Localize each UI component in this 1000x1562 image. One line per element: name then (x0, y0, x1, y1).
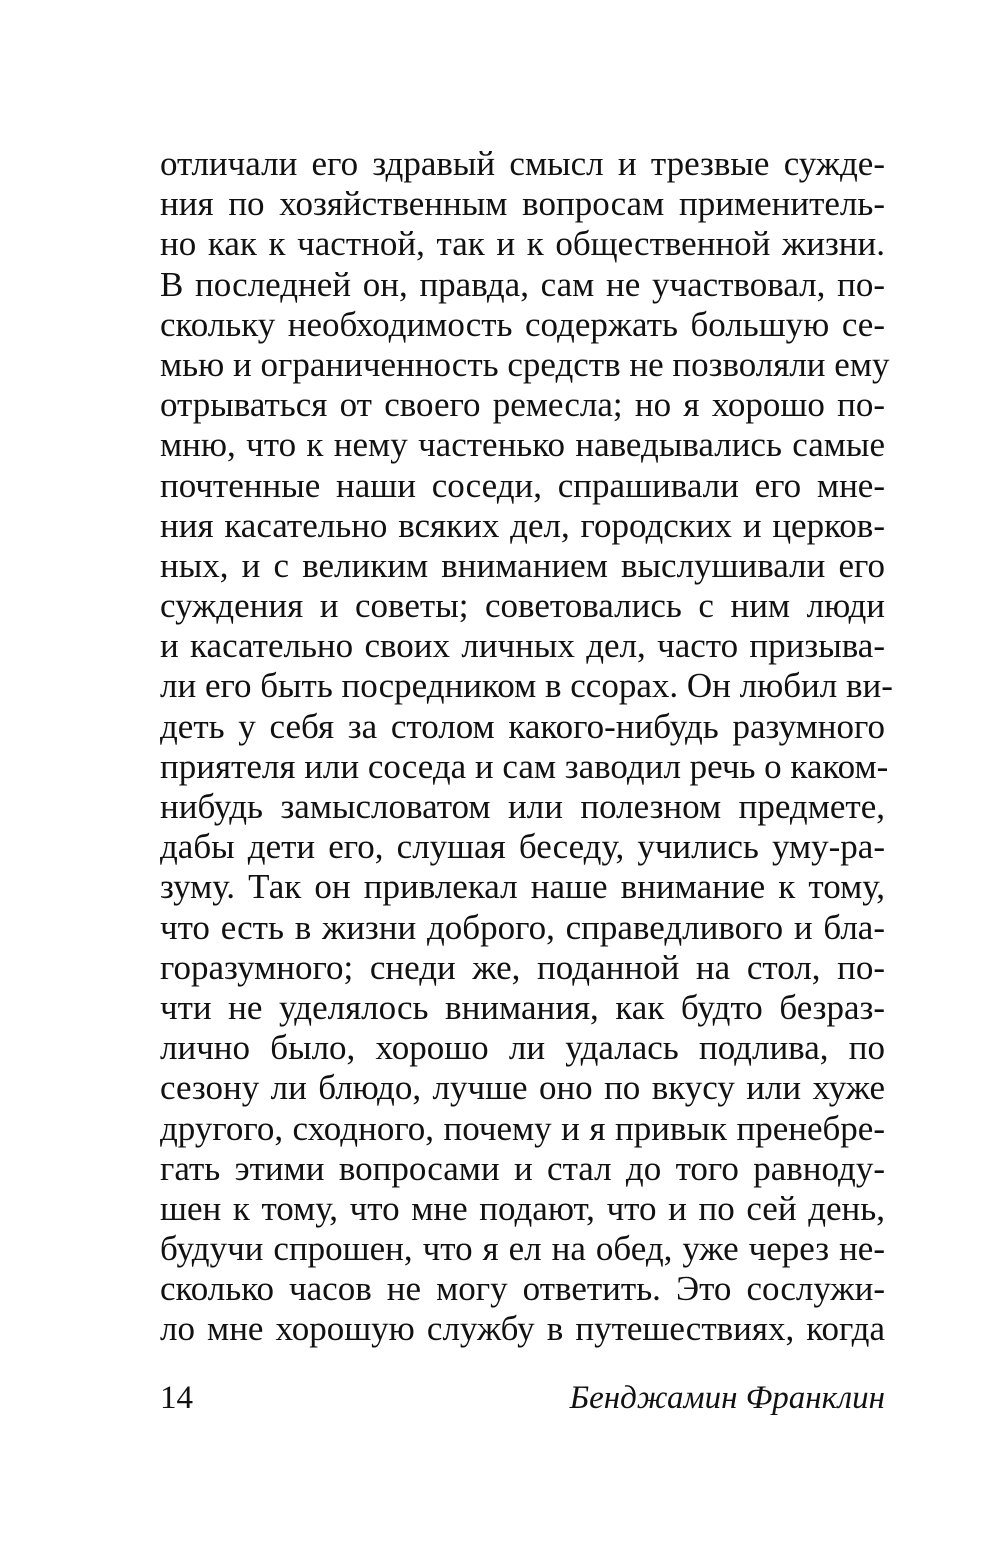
text-line: чти не уделялось внимания, как будто безраз- (160, 987, 885, 1027)
text-line: ния касательно всяких дел, городских и церков- (160, 505, 885, 545)
text-line: сколько часов не могу ответить. Это сослужи- (160, 1269, 885, 1309)
text-line: гать этими вопросами и стал до того равноду- (160, 1148, 885, 1188)
text-line: но как к частной, так и к общественной жизни. (160, 224, 885, 264)
text-line: зуму. Так он привлекал наше внимание к тому, (160, 867, 885, 907)
body-text (160, 144, 893, 1350)
text-line: отрываться от своего ремесла; но я хорошо по- (160, 385, 885, 425)
text-line: деть у себя за столом какого-нибудь разумного (160, 706, 885, 746)
text-line: ния по хозяйственным вопросам применитель- (160, 184, 885, 224)
text-line: скольку необходимость содержать большую се- (160, 304, 885, 344)
text-line: что есть в жизни доброго, справедливого и бла- (160, 907, 885, 947)
page-number: 14 (160, 1380, 193, 1416)
text-line: другого, сходного, почему и я привык пренебре- (160, 1108, 885, 1148)
text-line: дабы дети его, слушая беседу, учились уму-ра- (160, 827, 885, 867)
running-author: Бенджамин Франклин (569, 1380, 885, 1416)
text-line: и касательно своих личных дел, часто призыва- (160, 626, 885, 666)
text-line: ных, и с великим вниманием выслушивали его (160, 545, 885, 585)
text-line: лично было, хорошо ли удалась подлива, по (160, 1028, 885, 1068)
text-line: приятеля или соседа и сам заводил речь о каком- (160, 746, 889, 786)
text-line: мью и ограниченность средств не позволяли ему (160, 344, 890, 384)
text-line: В последней он, правда, сам не участвовал, по- (160, 264, 885, 304)
text-line: суждения и советы; советовались с ним люди (160, 586, 885, 626)
text-line: мню, что к нему частенько наведывались самые (160, 425, 885, 465)
text-line: сезону ли блюдо, лучше оно по вкусу или хуже (160, 1068, 885, 1108)
page-footer (160, 1378, 885, 1418)
text-line: шен к тому, что мне подают, что и по сей день, (160, 1188, 885, 1228)
text-line: ли его быть посредником в ссорах. Он любил ви- (160, 666, 893, 706)
text-line: будучи спрошен, что я ел на обед, уже через не- (160, 1229, 885, 1269)
text-line: ло мне хорошую службу в путешествиях, когда (160, 1309, 885, 1349)
text-line: отличали его здравый смысл и трезвые сужде- (160, 144, 885, 183)
text-line: почтенные наши соседи, спрашивали его мне- (160, 465, 885, 505)
text-line: нибудь замысловатом или полезном предмете, (160, 787, 885, 826)
text-line: горазумного; снеди же, поданной на стол, по- (160, 947, 885, 987)
